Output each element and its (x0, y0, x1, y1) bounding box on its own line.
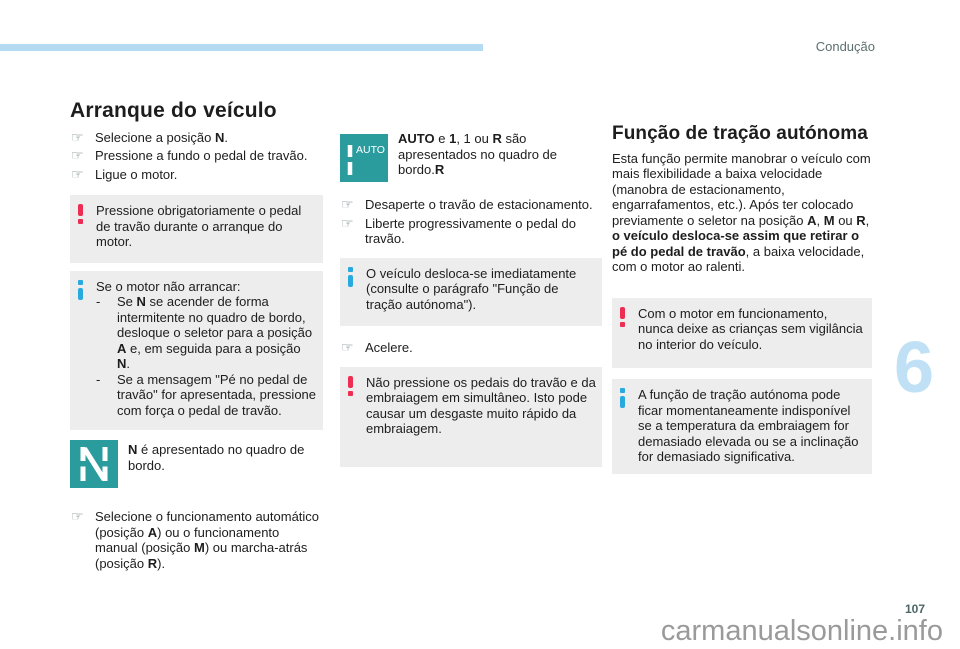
info-text: O veículo desloca-se imediatamente (consulte o parágrafo "Função de tração autónoma"). (366, 265, 577, 312)
page-title: Arranque do veículo (70, 99, 277, 122)
info-box (340, 258, 602, 327)
section-label: Condução (815, 39, 875, 54)
pointer-hand-icon: ☞ (341, 214, 354, 231)
info-item-text: Se N se acender de forma intermitente no quadro de bordo, desloque o seletor para a posição A e, em seguida para a posição N. (117, 294, 313, 371)
segmented-n-glyph (70, 440, 118, 488)
info-intro: Se o motor não arrancar: (96, 278, 241, 294)
info-list-item (96, 372, 317, 419)
info-icon (348, 267, 354, 288)
auto-display-icon (340, 134, 388, 182)
step-text: Selecione a posição N. (95, 129, 228, 145)
info-list-item (96, 294, 317, 372)
column-right (612, 123, 872, 474)
warning-text: Pressione obrigatoriamente o pedal de travão durante o arranque do motor. (96, 203, 302, 249)
auto-display-glyph (340, 134, 388, 182)
step-item (340, 216, 602, 247)
pointer-hand-icon: ☞ (71, 165, 84, 182)
warning-exclamation-icon (348, 376, 354, 397)
info-icon (78, 280, 84, 301)
step-item (70, 130, 323, 146)
column-middle (340, 129, 602, 467)
pointer-hand-icon: ☞ (71, 508, 84, 524)
chapter-number: 6 (894, 328, 935, 408)
info-icon (620, 388, 626, 409)
step-item (70, 148, 323, 164)
svg-text:AUTO: AUTO (356, 144, 385, 156)
info-box (70, 271, 323, 431)
warning-text: Não pressione os pedais do travão e da embraiagem em simultâneo. Isto pode causar um desgaste muito rápido da embraiagem. (366, 374, 596, 436)
step-item (340, 197, 602, 213)
warning-box (70, 195, 323, 263)
warning-box (340, 367, 602, 467)
pointer-hand-icon: ☞ (341, 339, 354, 355)
header-accent-band (0, 44, 483, 51)
step-text: Liberte progressivamente o pedal do travão. (365, 215, 577, 246)
step-text: Pressione a fundo o pedal de travão. (95, 148, 308, 163)
step-item (70, 167, 323, 183)
warning-text: Com o motor em funcionamento, nunca deixe as crianças sem vigilância no interior do veículo. (638, 305, 863, 352)
warning-exclamation-icon (78, 204, 84, 225)
info-text: A função de tração autónoma pode ficar momentaneamente indisponível se a temperatura da embraiagem for demasiado elevada ou se a inclinação for demasiado significativa. (638, 387, 859, 464)
display-indicator-row (70, 440, 323, 488)
display-caption: N é apresentado no quadro de bordo. (128, 442, 305, 473)
pointer-hand-icon: ☞ (341, 196, 354, 212)
pointer-hand-icon: ☞ (71, 128, 84, 145)
pointer-hand-icon: ☞ (71, 147, 84, 163)
step-text: Ligue o motor. (95, 166, 178, 182)
warning-box (612, 298, 872, 369)
step-text: Desaperte o travão de estacionamento. (365, 197, 593, 212)
step-text: Acelere. (365, 340, 413, 355)
section-heading: Função de tração autónoma (612, 123, 868, 144)
warning-exclamation-icon (620, 307, 626, 328)
display-indicator-row (340, 129, 602, 182)
gear-n-display-icon (70, 440, 118, 488)
step-text: Selecione o funcionamento automático (posição A) ou o funcionamento manual (posição M) ou marcha-atrás (posição R). (95, 509, 320, 571)
info-item-text: Se a mensagem "Pé no pedal de travão" for apresentada, pressione com força o pedal de travão. (117, 371, 317, 418)
body-paragraph: Esta função permite manobrar o veículo com mais flexibilidade a baixa velocidade (manobra de estacionamento, engarrafamentos, etc.). Após ter colocado previamente o seletor na posição A, M ou R, o veículo desloca-se assim que retirar o pé do pedal de travão, a baixa velocidade, com o motor ao ralenti. (612, 150, 871, 274)
dash-marker: - (96, 294, 101, 309)
step-item (340, 340, 602, 356)
dash-marker: - (96, 371, 101, 387)
page-number: 107 (904, 602, 925, 616)
info-box (612, 379, 872, 474)
step-item (70, 509, 323, 571)
column-left (70, 99, 323, 574)
display-caption: AUTO e 1, 1 ou R são apresentados no quadro de bordo.R (398, 131, 558, 177)
watermark: carmanualsonline.info (660, 615, 943, 647)
